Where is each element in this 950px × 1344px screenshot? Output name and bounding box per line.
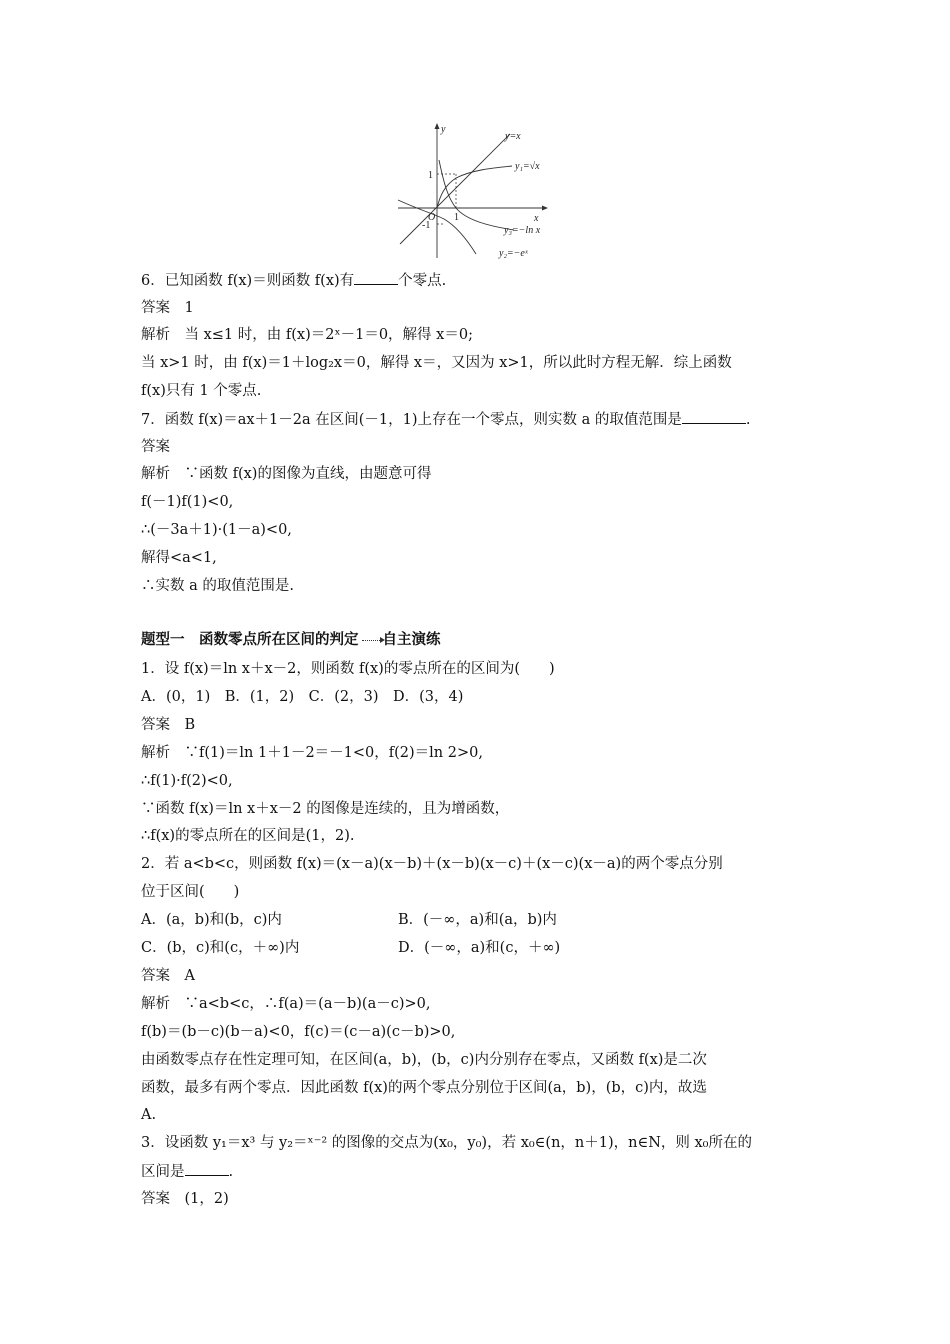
curve-label-yx: y=x — [505, 131, 521, 142]
y-axis-arrow — [435, 123, 440, 129]
analysis-line: f(－1)f(1)<0, — [141, 494, 234, 510]
problem-7-question — [141, 409, 750, 430]
answer-blank — [682, 409, 746, 424]
curve-sqrt-x — [437, 166, 512, 208]
neg-one-label: -1 — [422, 220, 431, 231]
x-one-label: 1 — [454, 212, 459, 223]
problem-6-text: 6．已知函数 f(x)＝则函数 f(x)有 — [141, 273, 355, 289]
option-b: B．(－∞，a)和(a，b)内 — [398, 912, 557, 928]
answer-line: 答案 1 — [141, 300, 194, 316]
analysis-line: ∴(－3a＋1)·(1－a)<0, — [141, 522, 292, 538]
analysis-line: ∴f(1)·f(2)<0, — [141, 773, 233, 789]
analysis-line: 解得<a<1, — [141, 550, 217, 566]
origin-label: O — [428, 212, 436, 223]
question-line: 3．设函数 y₁＝x³ 与 y₂＝ˣ⁻² 的图像的交点为(x₀，y₀)，若 x₀∈(n，n＋1)，n∈N，则 x₀所在的 — [141, 1135, 752, 1151]
answer-line: 答案 B — [141, 717, 196, 733]
analysis-line: 解析 ∵函数 f(x)的图像为直线，由题意可得 — [141, 466, 432, 482]
analysis-line: 解析 当 x≤1 时，由 f(x)＝2ˣ－1＝0，解得 x＝0; — [141, 327, 473, 343]
analysis-line: 函数，最多有两个零点．因此函数 f(x)的两个零点分别位于区间(a，b)，(b，c)内，故选 — [141, 1080, 707, 1096]
question-line: 位于区间( ) — [141, 884, 240, 900]
curve-label-y2: y₂=−eˣ — [499, 248, 528, 259]
answer-blank — [185, 1161, 229, 1176]
curve-neg-ln-x — [439, 160, 514, 230]
problem-7-text: 7．函数 f(x)＝ax＋1－2a 在区间(－1，1)上存在一个零点，则实数 a 的取值范围是 — [141, 412, 682, 428]
answer-line: 答案 — [141, 439, 170, 455]
question-text: 区间是 — [141, 1164, 185, 1180]
problem-6-question — [141, 270, 446, 291]
answer-blank — [354, 270, 398, 285]
question-line: 1．设 f(x)＝ln x＋x－2，则函数 f(x)的零点所在的区间为( ) — [141, 661, 555, 677]
x-axis-arrow — [542, 206, 548, 211]
problem-7-text-end: . — [745, 412, 751, 428]
problem-6-text-end: 个零点. — [398, 273, 447, 289]
analysis-line: f(x)只有 1 个零点. — [141, 383, 262, 399]
y-axis-label: y — [441, 124, 446, 135]
question-line: 2．若 a<b<c，则函数 f(x)＝(x－a)(x－b)＋(x－b)(x－c)＋(x－c)(x－a)的两个零点分别 — [141, 856, 723, 872]
analysis-line: ∴实数 a 的取值范围是. — [141, 578, 294, 594]
analysis-line: 当 x>1 时，由 f(x)＝1＋log₂x＝0，解得 x＝，又因为 x>1，所以此时方程无解．综上函数 — [141, 355, 732, 371]
question-line — [141, 1161, 233, 1182]
option-a: A．(a，b)和(b，c)内 — [141, 912, 282, 928]
answer-line: 答案 (1，2) — [141, 1191, 229, 1207]
arrow-icon — [362, 640, 382, 641]
section-heading — [141, 630, 441, 650]
analysis-line: 解析 ∵a<b<c，∴f(a)＝(a－b)(a－c)>0, — [141, 996, 431, 1012]
analysis-line: 解析 ∵f(1)＝ln 1＋1－2＝－1<0，f(2)＝ln 2>0, — [141, 745, 483, 761]
analysis-line: f(b)＝(b－c)(b－a)<0，f(c)＝(c－a)(c－b)>0, — [141, 1024, 456, 1040]
question-text-end: . — [228, 1164, 234, 1180]
x-axis-label: x — [534, 213, 539, 224]
function-graph-figure — [392, 118, 564, 264]
option-c: C．(b，c)和(c，＋∞)内 — [141, 940, 300, 956]
options-line: A．(0，1) B．(1，2) C．(2，3) D．(3，4) — [141, 689, 464, 705]
analysis-line: 由函数零点存在性定理可知，在区间(a，b)，(b，c)内分别存在零点，又函数 f(x)是二次 — [141, 1052, 707, 1068]
section-title: 题型一 函数零点所在区间的判定 — [141, 632, 359, 648]
function-graph-svg — [392, 118, 564, 264]
analysis-line: ∴f(x)的零点所在的区间是(1，2). — [141, 828, 355, 844]
analysis-line: A. — [141, 1107, 157, 1123]
y-one-label: 1 — [428, 170, 433, 181]
option-d: D．(－∞，a)和(c，＋∞) — [398, 940, 561, 956]
analysis-line: ∵函数 f(x)＝ln x＋x－2 的图像是连续的，且为增函数， — [141, 801, 510, 817]
section-tag: 自主演练 — [382, 632, 441, 648]
curve-label-y3: y₃=−ln x — [504, 225, 541, 236]
answer-line: 答案 A — [141, 968, 195, 984]
curve-label-y1: y₁=√x — [515, 161, 540, 172]
